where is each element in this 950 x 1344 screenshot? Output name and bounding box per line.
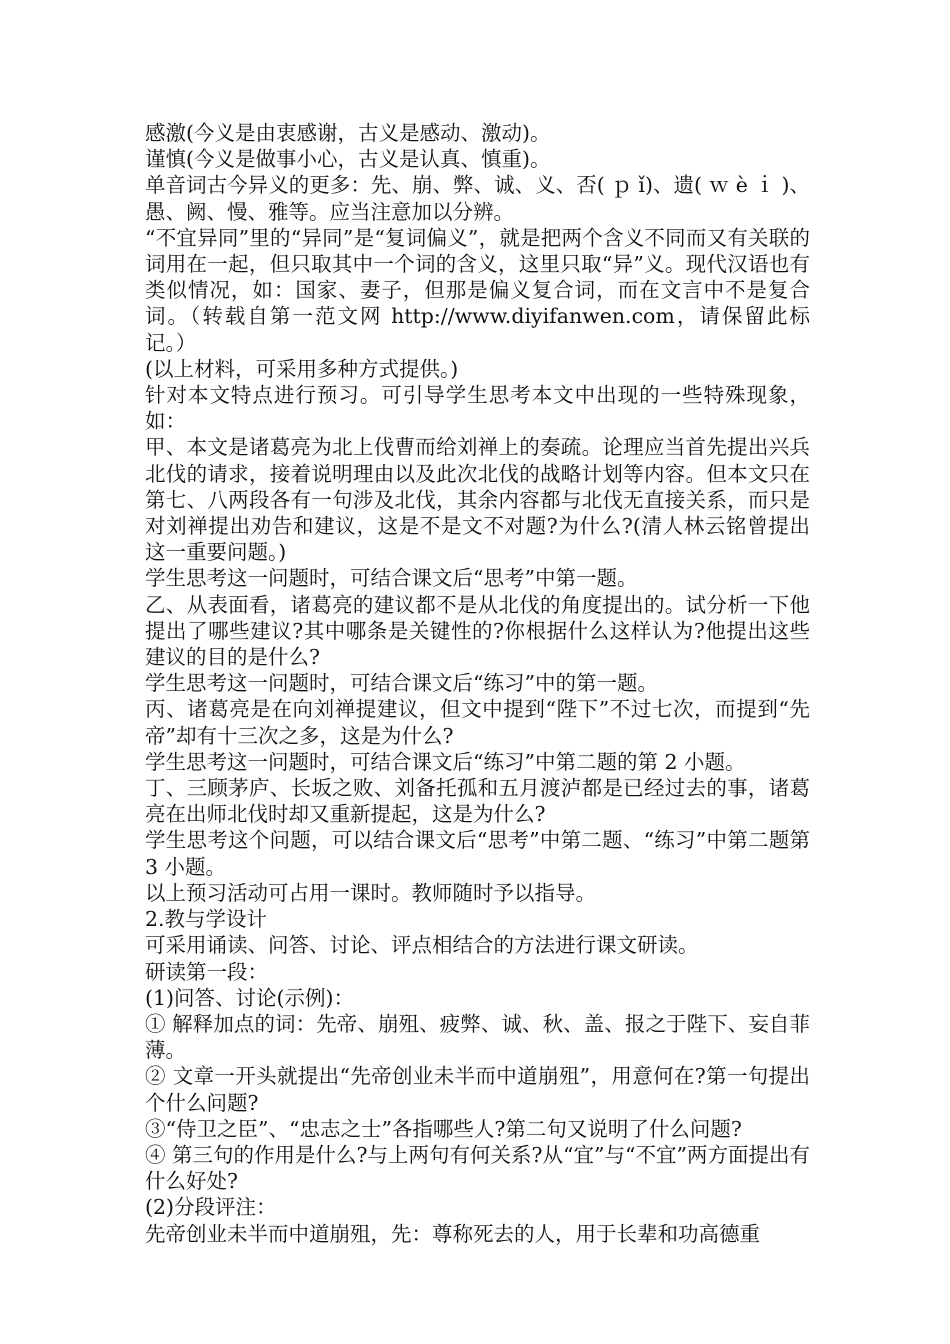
paragraph-annotation-text: 先帝创业未半而中道崩殂，先：尊称死去的人，用于长辈和功高德重 <box>145 1221 760 1246</box>
paragraph-question-bing: 丙、诸葛亮是在向刘禅提建议，但文中提到“陛下”不过七次，而提到“先帝”却有十三次之多，这是为什么? <box>145 697 810 748</box>
paragraph-hint-ding: 学生思考这个问题，可以结合课文后“思考”中第二题、“练习”中第二题第 3 小题。 <box>145 828 810 879</box>
paragraph-single-words: 单音词古今异义的更多：先、崩、弊、诚、义、否( ｐ ǐ)、遗( ｗ è ｉ )、愚、阙、慢、雅等。应当注意加以分辨。 <box>145 173 810 224</box>
document-page <box>145 120 810 1247</box>
paragraph-hint-yi: 学生思考这一问题时，可结合课文后“练习”中的第一题。 <box>145 671 658 696</box>
paragraph-qa-heading: (1)问答、讨论(示例)： <box>145 985 355 1010</box>
paragraph-fuci-pianyi: “不宜异同”里的“异同”是“复词偏义”，就是把两个含义不同而又有关联的词用在一起，但只取其中一个词的含义，这里只取“异”义。现代汉语也有类似情况，如：国家、妻子，但那是偏义复合词，而在文言中不是复合词。（转载自第一范文网 http://www.diyifanwen.com，请保留此标记。） <box>145 225 810 355</box>
paragraph-question-ding: 丁、三顾茅庐、长坂之败、刘备托孤和五月渡泸都是已经过去的事，诸葛亮在出师北伐时却又重新提起，这是为什么? <box>145 776 810 827</box>
paragraph-hint-jia: 学生思考这一问题时，可结合课文后“思考”中第一题。 <box>145 566 638 591</box>
paragraph-gujin-ganji: 感激(今义是由衷感谢，古义是感动、激动)。 <box>145 121 551 145</box>
list-item-4: ④ 第三句的作用是什么?与上两句有何关系?从“宜”与“不宜”两方面提出有什么好处? <box>145 1142 810 1194</box>
paragraph-materials-note: (以上材料，可采用多种方式提供。) <box>145 356 459 381</box>
paragraph-hint-bing: 学生思考这一问题时，可结合课文后“练习”中第二题的第 2 小题。 <box>145 749 746 774</box>
paragraph-annotation-heading: (2)分段评注： <box>145 1195 277 1220</box>
paragraph-question-yi: 乙、从表面看，诸葛亮的建议都不是从北伐的角度提出的。试分析一下他提出了哪些建议?其中哪条是关键性的?你根据什么这样认为?他提出这些建议的目的是什么? <box>145 592 810 670</box>
paragraph-preview-time: 以上预习活动可占用一课时。教师随时予以指导。 <box>145 880 596 905</box>
paragraph-study-first: 研读第一段： <box>145 959 268 984</box>
list-item-2: ② 文章一开头就提出“先帝创业未半而中道崩殂”，用意何在?第一句提出个什么问题? <box>145 1064 810 1115</box>
section-heading: 2.教与学设计 <box>145 907 268 932</box>
list-item-3: ③“侍卫之臣”、“忠志之士”各指哪些人?第二句又说明了什么问题? <box>145 1116 742 1141</box>
list-item-1: ① 解释加点的词：先帝、崩殂、疲弊、诚、秋、盖、报之于陛下、妄自菲薄。 <box>145 1011 810 1063</box>
paragraph-preview-intro: 针对本文特点进行预习。可引导学生思考本文中出现的一些特殊现象，如： <box>145 383 810 434</box>
paragraph-method: 可采用诵读、问答、讨论、评点相结合的方法进行课文研读。 <box>145 933 699 958</box>
paragraph-gujin-jinshen: 谨慎(今义是做事小心，古义是认真、慎重)。 <box>145 147 551 172</box>
paragraph-question-jia: 甲、本文是诸葛亮为北上伐曹而给刘禅上的奏疏。论理应当首先提出兴兵北伐的请求，接着说明理由以及此次北伐的战略计划等内容。但本文只在第七、八两段各有一句涉及北伐，其余内容都与北伐无直接关系，而只是对刘禅提出劝告和建议，这是不是文不对题?为什么?(清人林云铭曾提出这一重要问题。) <box>145 435 810 565</box>
